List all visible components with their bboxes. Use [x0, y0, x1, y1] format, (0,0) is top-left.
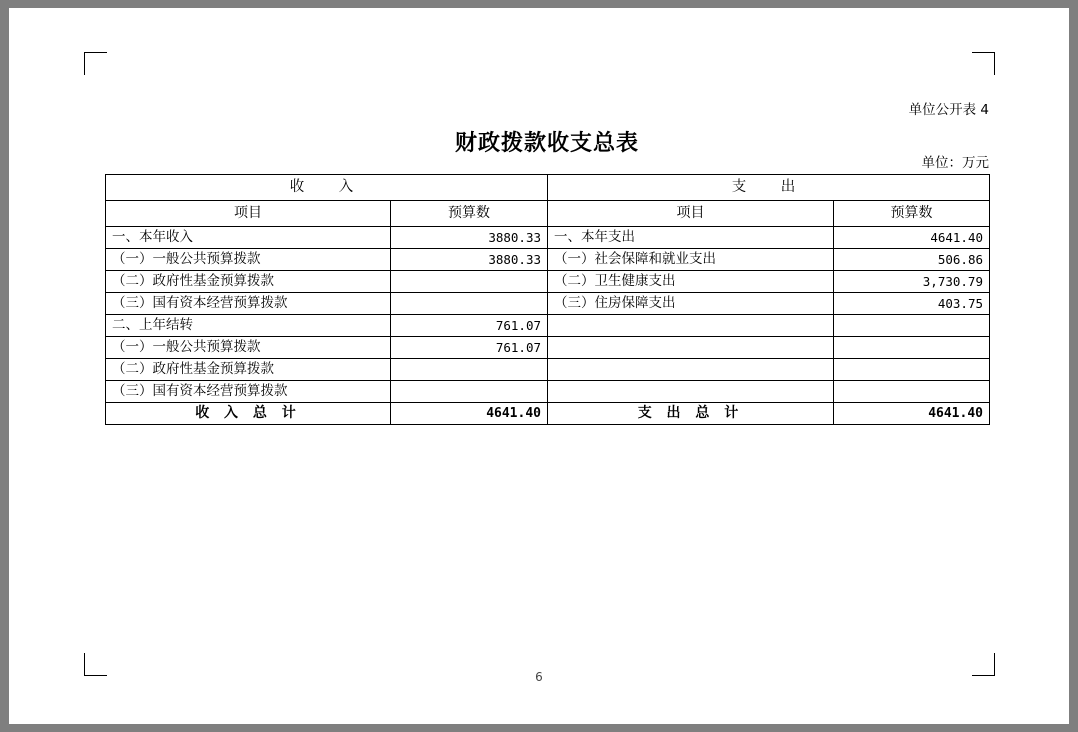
expense-item	[548, 381, 834, 403]
unit-note: 单位：万元	[921, 155, 989, 171]
income-item: （一）一般公共预算拨款	[106, 337, 391, 359]
expense-item	[548, 359, 834, 381]
expense-total-value: 4641.40	[834, 403, 990, 425]
income-item: （二）政府性基金预算拨款	[106, 271, 391, 293]
budget-table	[105, 174, 990, 425]
expense-item	[548, 337, 834, 359]
table-row	[106, 271, 990, 293]
income-value: 761.07	[391, 315, 548, 337]
table-row	[106, 293, 990, 315]
table-total-row	[106, 403, 990, 425]
income-value: 3880.33	[391, 249, 548, 271]
form-number-label: 单位公开表 4	[908, 102, 989, 118]
table-row	[106, 381, 990, 403]
income-value	[391, 271, 548, 293]
income-value	[391, 293, 548, 315]
table-row	[106, 337, 990, 359]
expense-item: （二）卫生健康支出	[548, 271, 834, 293]
expense-value	[834, 315, 990, 337]
expense-value	[834, 337, 990, 359]
table-group-header-row	[106, 175, 990, 201]
expense-value: 506.86	[834, 249, 990, 271]
expense-value: 3,730.79	[834, 271, 990, 293]
crop-mark-top-right	[972, 52, 995, 75]
income-item: （三）国有资本经营预算拨款	[106, 293, 391, 315]
page-title: 财政拨款收支总表	[454, 130, 639, 156]
income-total-label: 收 入 总 计	[106, 403, 391, 425]
expense-item: （三）住房保障支出	[548, 293, 834, 315]
column-header-income-item: 项目	[106, 201, 391, 227]
table-row	[106, 249, 990, 271]
income-item: （二）政府性基金预算拨款	[106, 359, 391, 381]
expense-value	[834, 359, 990, 381]
table-column-header-row	[106, 201, 990, 227]
column-header-expense-item: 项目	[548, 201, 834, 227]
group-header-income: 收 入	[106, 175, 548, 201]
expense-value: 403.75	[834, 293, 990, 315]
income-item: （三）国有资本经营预算拨款	[106, 381, 391, 403]
expense-value: 4641.40	[834, 227, 990, 249]
income-value	[391, 381, 548, 403]
document-page	[9, 8, 1069, 724]
income-item: 一、本年收入	[106, 227, 391, 249]
column-header-expense-value: 预算数	[834, 201, 990, 227]
income-item: 二、上年结转	[106, 315, 391, 337]
expense-value	[834, 381, 990, 403]
page-number: 6	[535, 670, 543, 684]
expense-total-label: 支 出 总 计	[548, 403, 834, 425]
table-row	[106, 359, 990, 381]
income-value: 3880.33	[391, 227, 548, 249]
table-row	[106, 315, 990, 337]
expense-item	[548, 315, 834, 337]
column-header-income-value: 预算数	[391, 201, 548, 227]
income-item: （一）一般公共预算拨款	[106, 249, 391, 271]
income-value	[391, 359, 548, 381]
crop-mark-top-left	[84, 52, 107, 75]
expense-item: 一、本年支出	[548, 227, 834, 249]
income-value: 761.07	[391, 337, 548, 359]
group-header-expense: 支 出	[548, 175, 990, 201]
table-row	[106, 227, 990, 249]
income-total-value: 4641.40	[391, 403, 548, 425]
expense-item: （一）社会保障和就业支出	[548, 249, 834, 271]
